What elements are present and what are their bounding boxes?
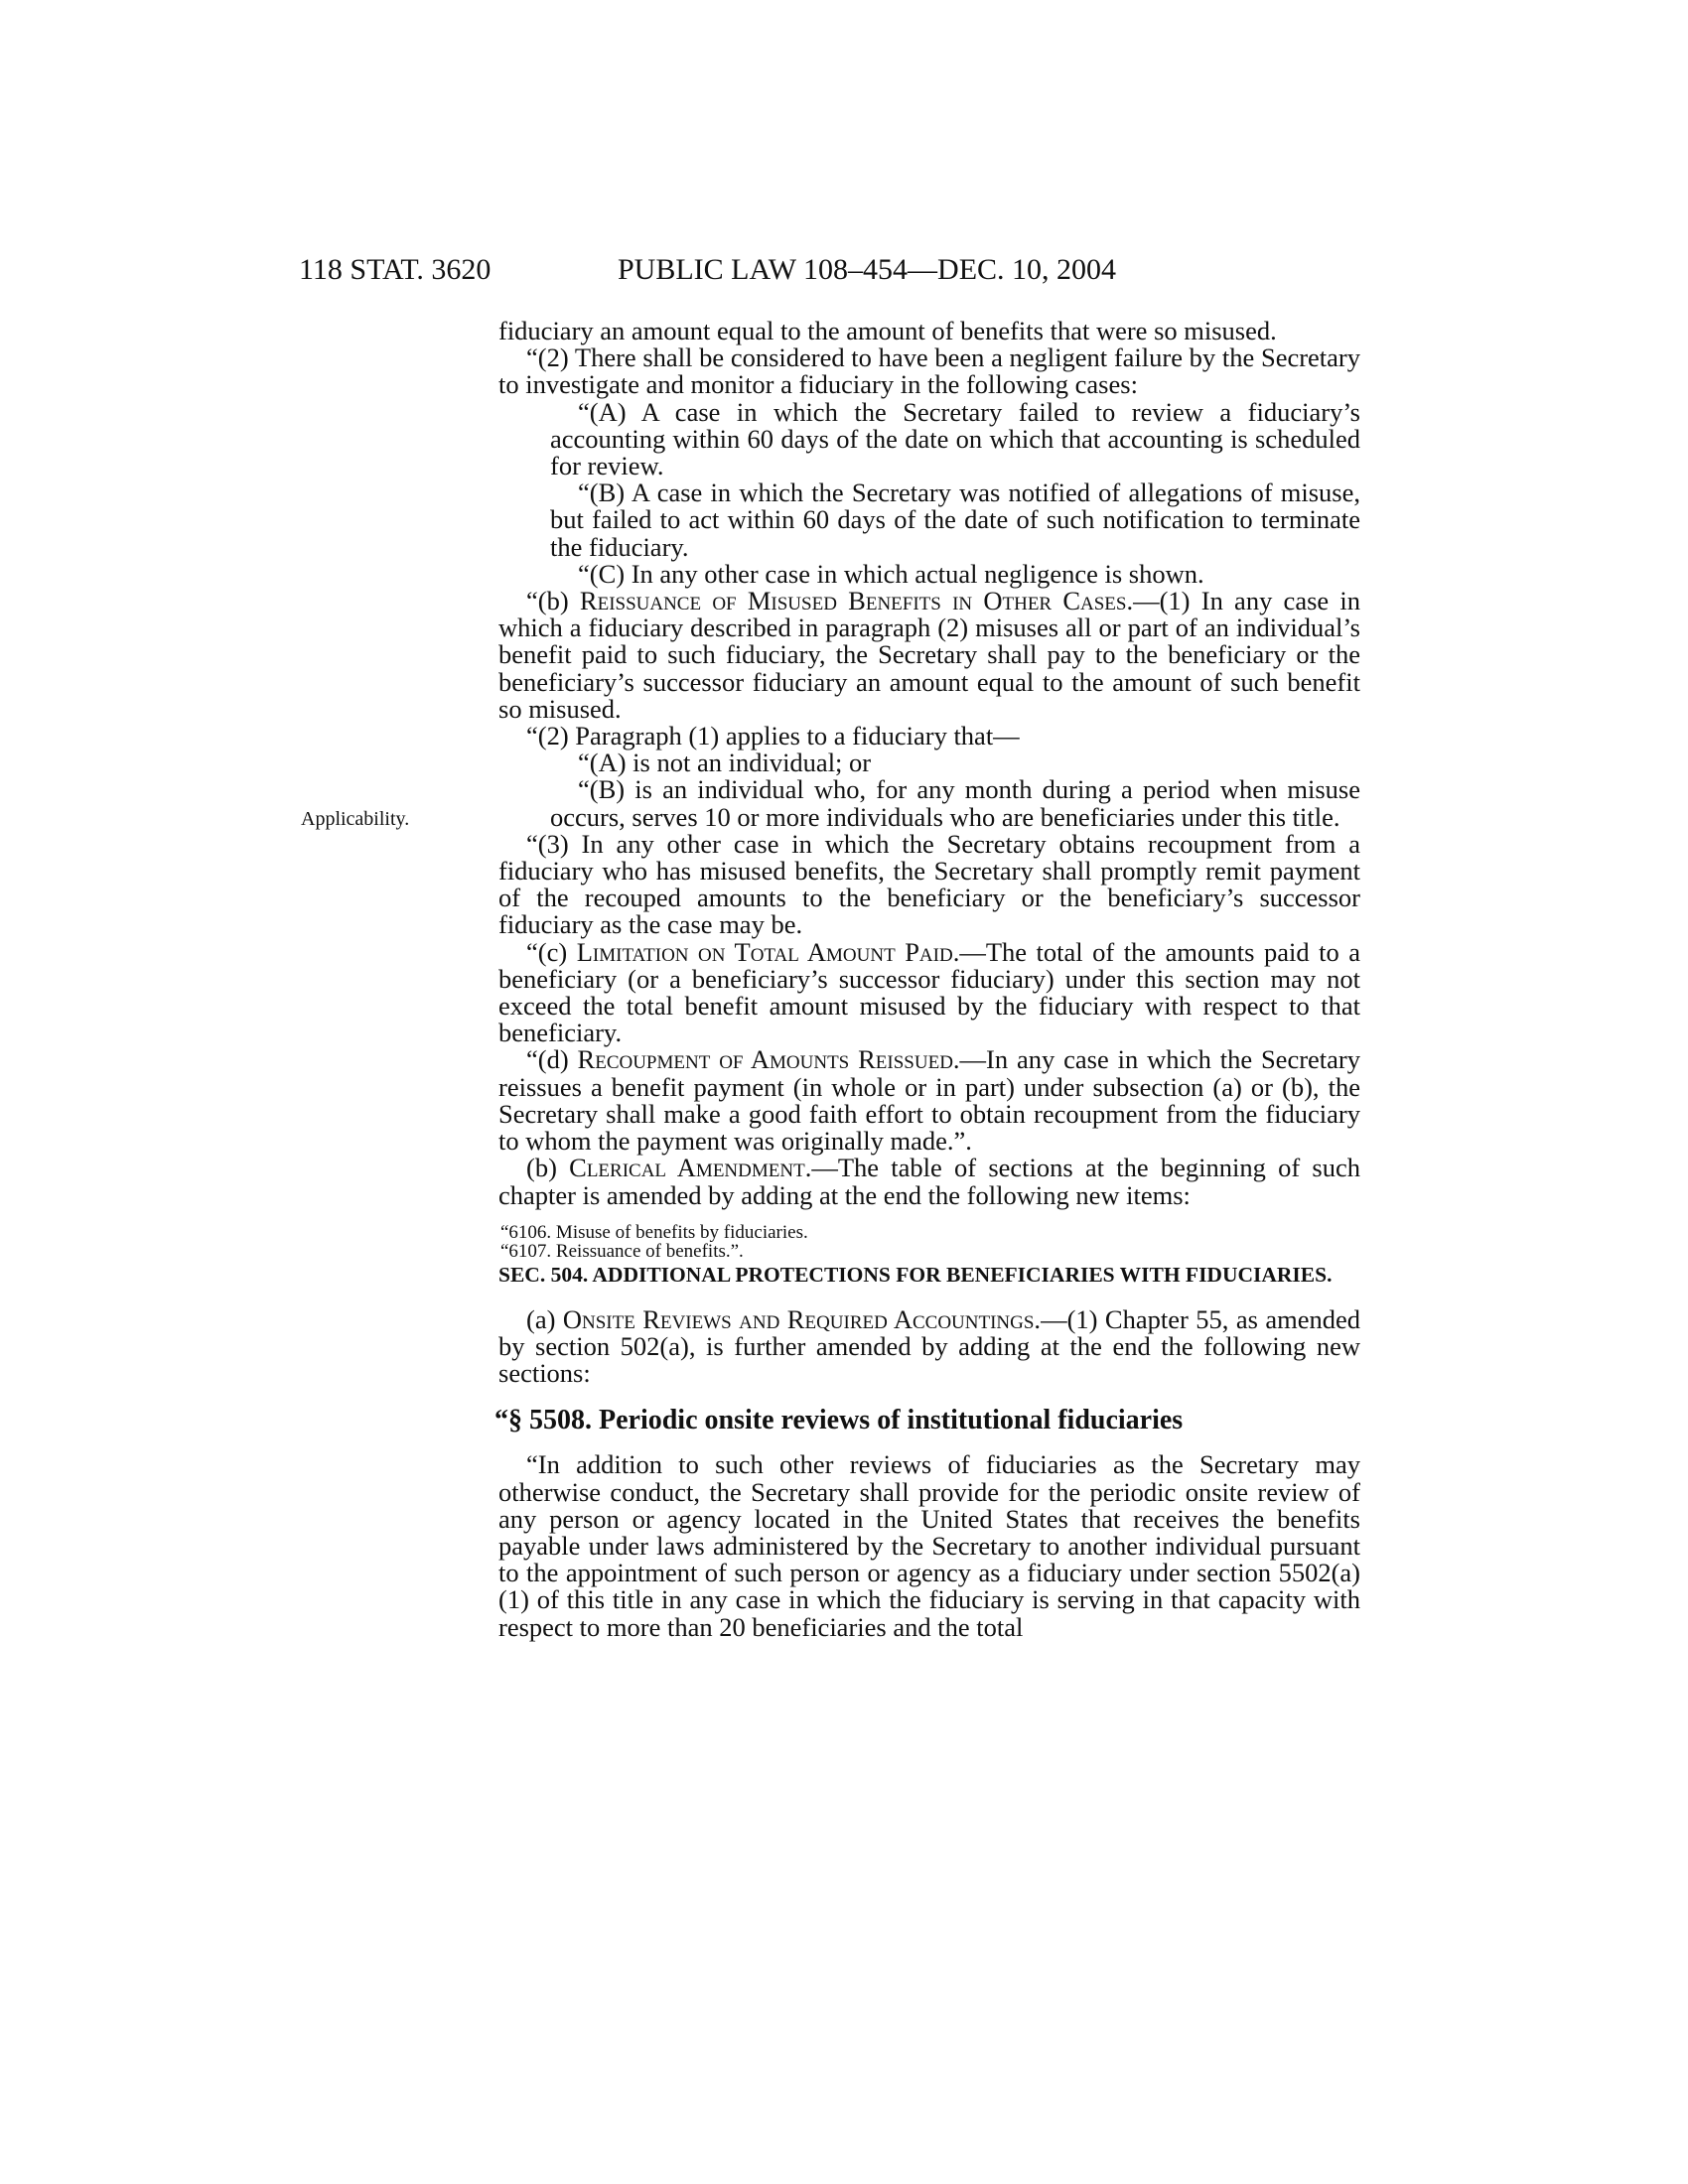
paragraph-b2: “(2) Paragraph (1) applies to a fiduciary that— [526,721,1020,751]
paragraph-b3: “(3) In any other case in which the Secretary obtains recoupment from a fiduciary who has misused benefits, the Secretary shall promptly remit payment of the recouped amounts to the beneficiary or the beneficiary’s successor fiduciary as the case may be. [498,828,1360,940]
subparagraph-b2-B: “(B) is an individual who, for any month during a period when misuse occurs, serves 10 or more individuals who are beneficiaries under this title. [550,774,1360,832]
subsection-c-lead: “(c) [526,936,577,967]
subsection-b-caption: Reissuance of Misused Benefits in Other Cases. [579,586,1134,616]
subsection-c-text: —The total of the amounts paid to a beneficiary (or a beneficiary’s successor fiduciary) under this section may not exceed the total benefit amount misused by the fiduciary with respect to that beneficiary. [498,936,1360,1048]
subsection-b-text: —(1) In any case in which a fiduciary described in paragraph (2) misuses all or part of an individual’s benefit paid to such fiduciary, the Secretary shall pay to the beneficiary or the beneficiary’s successor fiduciary an amount equal to the amount of such benefit so misused. [498,586,1360,724]
clerical-amendment [498,1155,1360,1208]
subsection-d [498,1046,1360,1155]
paragraph-a2: “(2) There shall be considered to have been a negligent failure by the Secretary to investigate and monitor a fiduciary in the following cases: [498,342,1360,400]
sec504-a-caption: Onsite Reviews and Required Accountings. [562,1303,1042,1334]
subsection-b [498,588,1360,723]
subparagraph-a2-C: “(C) In any other case in which actual negligence is shown. [578,558,1204,589]
sec504-a-text: —(1) Chapter 55, as amended by section 502(a), is further amended by adding at the end the following new sections: [498,1303,1361,1389]
section-504-subsection-a [498,1303,1361,1389]
document-body [494,316,1361,1642]
subsection-c-caption: Limitation on Total Amount Paid. [576,936,960,967]
statute-page-number: 118 STAT. 3620 [299,253,492,286]
subsection-d-text: —In any case in which the Secretary reissues a benefit payment (in whole or in part) under subsection (a) or (b), the Secretary shall make a good faith effort to obtain recoupment from the fiduciary to whom the payment was originally made.”. [498,1044,1360,1157]
toc-item: “6107. Reissuance of benefits.”. [500,1240,744,1262]
subparagraph-a2-B: “(B) A case in which the Secretary was notified of allegations of misuse, but failed to act within 60 days of the date of such notification to terminate the fiduciary. [550,478,1360,562]
toc-item: “6106. Misuse of benefits by fiduciaries. [500,1221,808,1243]
clerical-amendment-text: —The table of sections at the beginning of such chapter is amended by adding at the end the following new items: [498,1153,1360,1210]
public-law-title: PUBLIC LAW 108–454—DEC. 10, 2004 [618,253,1117,286]
section-5508-heading: “§ 5508. Periodic onsite reviews of institutional fiduciaries [494,1405,1184,1436]
table-of-sections [498,1223,1360,1261]
subsection-d-caption: Recoupment of Amounts Reissued. [577,1044,960,1075]
margin-note-applicability: Applicability. [301,808,410,830]
paragraph-continuation: fiduciary an amount equal to the amount of benefits that were so misused. [498,316,1277,345]
subsection-d-lead: “(d) [526,1044,578,1075]
subparagraph-b2-A: “(A) is not an individual; or [578,748,872,778]
subparagraph-a2-A: “(A) A case in which the Secretary failed to review a fiduciary’s accounting within 60 days of the date on which that accounting is scheduled for review. [550,396,1360,481]
section-504-heading: SEC. 504. ADDITIONAL PROTECTIONS FOR BENEFICIARIES WITH FIDUCIARIES. [498,1262,1333,1287]
page-header [0,253,1688,293]
clerical-amendment-lead: (b) [526,1153,570,1183]
sec504-a-lead: (a) [526,1303,563,1334]
clerical-amendment-caption: Clerical Amendment. [569,1153,812,1183]
section-5508-text: “In addition to such other reviews of fiduciaries as the Secretary may otherwise conduct, the Secretary shall provide for the periodic onsite review of any person or agency located in the United States that receives the benefits payable under laws administered by the Secretary to another individual pursuant to the appointment of such person or agency as a fiduciary under section 5502(a)(1) of this title in any case in which the fiduciary is serving in that capacity with respect to more than 20 beneficiaries and the total [498,1449,1360,1642]
subsection-c [498,936,1360,1048]
subsection-b-lead: “(b) [526,586,580,616]
